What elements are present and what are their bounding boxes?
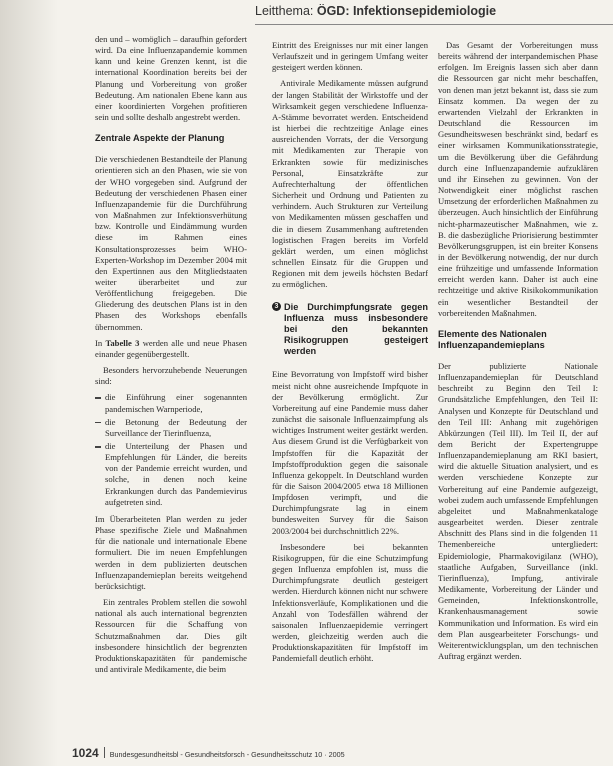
paragraph: Der publizierte Nationale Influenzapandemieplan für Deutschland beschreibt zu Beginn den Teil I: Grundsätzliche Empfehlungen, den Teil II: Analysen und Konzepte für Deutschland und den Teil III: Anhang mit zugehörigen Abkürzungen (Teil III). Im Teil II, der auf dem Bericht der Expertengruppe Influenzapandemieplanung am RKI basiert, wird die aktuelle Situation analysiert, und es werden verschiedene Konzepte zur Vorbereitung auf eine Pandemie aufgezeigt, wobei zudem auch umfassende Empfehlungen abgeleitet und Maßnahmenkataloge ausgearbeitet werden. Dieser zentrale Abschnitt des Plans sind in die folgenden 11 Themenbereiche untergliedert: Epidemiologie, Pharmakovigilanz (WHO), staatliche Aufgaben, Surveillance (inkl. Tierinfluenza), Impfung, antivirale Medikamente, Vorbereitung der Länder und Gemeinden, Infektionskontrolle, Krankenhausmanagement sowie Kommunikation und Information. Es wird ein dem Plan ausgearbeiteter Forschungs- und Weiterentwicklungsplan, um den technischen Auftrag ergänzt werden. xyxy=(438,360,598,661)
paragraph: Eintritt des Ereignisses nur mit einer langen Verlaufszeit und in geringem Umfang weiter gesteigert werden können. xyxy=(272,40,428,73)
paragraph: Das Gesamt der Vorbereitungen muss bereits während der interpandemischen Phase erfolgen. Im Ereignis lassen sich aber dann die Ressourcen gar nicht mehr beschaffen, von denen man jetzt bekannt ist, dass sie zum Einsatz kommen. Da wegen der zu erwartenden Vielzahl der Erkrankten in Deutschland die Ressourcen im Gesundheitswesen beschränkt sind, bedarf es einer wirksamen Kommunikationsstrategie, um die Bevölkerung über die Gefährdung durch eine Influenzapandemie aufzuklären und ihr Einsehen zu gewinnen. Von der Notwendigkeit einer möglichst raschen Umsetzung der erforderlichen Maßnahmen zu überzeugen. Auch hinsichtlich der Einführung nicht-pharmazeutischer Maßnahmen, wie z. B. die dasbezügliche Priorisierung bestimmter Bevölkerungsgruppen, ist ein breiter Konsens in der Bevölkerung notwendig, der nur durch eine frühzeitige und umfassende Information erreicht werden kann. Daher ist auch eine rechtzeitige und aktive Risikokommunikation ein wesentlicher Bestandteil der vorbereitenden Maßnahmen. xyxy=(438,40,598,318)
text-column-3 xyxy=(438,40,598,740)
page-number: 1024 xyxy=(72,746,99,760)
paragraph: Antivirale Medikamente müssen aufgrund der langen Stabilität der Wirkstoffe und der Wirksamkeit gegen verschiedene Influenza-A-Stämme bevorratet werden. Entscheidend ist hierbei die rechtzeitige Anlage eines ausreichenden Vorrats, der die Versorgung mit Medikamenten zur Therapie von Erkrankten sowie für medizinisches Personal, Einsatzkräfte zur Aufrechterhaltung der öffentlichen Sicherheit und Ordnung und Patienten zu verhindern. Auch Strukturen zur Verteilung von Medikamenten müssen geschaffen und die in diesem Zusammenhang auftretenden logistischen Fragen bereits im Vorfeld geklärt werden, um einen möglichst schnellen Einsatz für die Gruppen und Regionen mit dem jeweils höchsten Bedarf zu ermöglichen. xyxy=(272,78,428,290)
page-binding-shadow xyxy=(0,0,58,766)
footer-divider xyxy=(104,747,105,758)
section-heading-line: Elemente des Nationalen xyxy=(438,328,547,339)
text-span: In xyxy=(95,337,106,348)
running-header xyxy=(255,4,613,25)
table-reference-link[interactable]: Tabelle 3 xyxy=(105,337,140,348)
number-badge: 3 xyxy=(272,302,281,311)
section-heading xyxy=(438,329,598,351)
numbered-heading xyxy=(272,302,428,357)
paragraph: Ein zentrales Problem stellen die sowohl national als auch international begrenzten Ressourcen für die Schaffung von Schutzmaßnahmen dar. Dies gilt insbesondere hinsichtlich der begrenzten Produktionskapazitäten für pandemische und antivirale Medikamente, die beim xyxy=(95,597,247,674)
text-span: werden alle und neue Phasen einander gegenübergestellt. xyxy=(95,337,247,359)
paragraph: Eine Bevorratung von Impfstoff wird bisher meist nicht ohne ausreichende Impfquote in der Bevölkerung ermöglicht. Zur Vorbereitung auf eine Pandemie muss daher zunächst die saisonale Influenzaimpfung als wichtiges Instrument weiter gestärkt werden. Aus diesem Grund ist die Verfügbarkeit von Impfstoffen für die Kapazität der Impfstoffproduktion gegen die saisonale Influenza gekoppelt. In Deutschland wurden für die Saison 2004/2005 etwa 18 Millionen Impfdosen verimpft, und die Durchimpfungsrate lag in einem bundesweiten Survey für die Saison 2003/2004 bei durchschnittlich 22%. xyxy=(272,369,428,536)
paragraph: Im Überarbeiteten Plan werden zu jeder Phase spezifische Ziele und Maßnahmen für die nationale und internationale Ebene formuliert. Die im neuen Empfehlungen werden in dem publizierten deutschen Influenzapandemieplan bereits weitgehend berücksichtigt. xyxy=(95,513,247,591)
paragraph: Besonders hervorzuhebende Neuerungen sind: xyxy=(95,365,247,387)
section-heading: Zentrale Aspekte der Planung xyxy=(95,133,225,144)
header-prefix: Leitthema: xyxy=(255,4,317,18)
header-topic: ÖGD: Infektionsepidemiologie xyxy=(316,4,497,18)
text-column-1 xyxy=(95,34,247,734)
section-heading-line: Influenzapandemieplans xyxy=(438,339,545,350)
bullet-list xyxy=(95,392,247,508)
paragraph: Insbesondere bei bekannten Risikogruppen, für die eine Schutzimpfung gegen Influenza empfohlen ist, muss die Durchimpfungsrate deutlich gesteigert werden. Hierdurch können nicht nur schwere Infektionsverläufe, Komplikationen und die Anzahl von Todesfällen während der saisonalen Influenzaepidemie verringert werden, gleichzeitig werden auch die Produktionskapazitäten für Impfstoff im Pandemiefall deutlich erhöht. xyxy=(272,541,428,664)
paragraph: den und – womöglich – daraufhin gefordert wird. Da eine Influenzapandemie kommen kann und keine Grenzen kennt, ist die international Koordination bereits bei der Planung und Vorbereitung von großer Bedeutung. Am nationalen Ebene kann aus einer koordinierten Vorgehen profitieren sein und sollte deshalb angestrebt werden. xyxy=(95,34,247,123)
page-footer xyxy=(72,744,592,758)
list-item: die Betonung der Bedeutung der Surveillance der Tierinfluenza, xyxy=(95,417,247,439)
list-item: die Unterteilung der Phasen und Empfehlungen für Länder, die bereits von der Pandemie erreicht wurden, und solche, in denen noch keine Erkrankungen durch das Pandemievirus aufgetreten sind. xyxy=(95,441,247,508)
table-reference-paragraph xyxy=(95,338,247,360)
journal-citation: Bundesgesundheitsbl - Gesundheitsforsch - Gesundheitsschutz 10 · 2005 xyxy=(109,750,345,759)
numbered-heading-text: Die Durchimpfungsrate gegen Influenza muss insbesondere bei den bekannten Risikogruppen gesteigert werden xyxy=(284,302,428,357)
list-item: die Einführung einer sogenannten pandemischen Warnperiode, xyxy=(95,392,247,414)
paragraph: Die verschiedenen Bestandteile der Planung orientieren sich an den Phasen, wie sie von der WHO vorgegeben sind. Aufgrund der Bedeutung der verschiedenen Phasen einer Influenzapandemie für die Durchführung von Maßnahmen zur Infektionsverhütung bzw. Kontrolle und Eindämmung wurden diese im Rahmen eines Konsultationsprozesses beim WHO-Experten-Workshop im Dezember 2004 mit den Expertinnen aus den Mitgliedstaaten weiter überarbeitet und zur Veröffentlichung freigegeben. Die Gliederung des deutschen Plans ist in den Phasen des Workshops ebenfalls übernommen. xyxy=(95,154,247,332)
text-column-2 xyxy=(272,40,428,740)
